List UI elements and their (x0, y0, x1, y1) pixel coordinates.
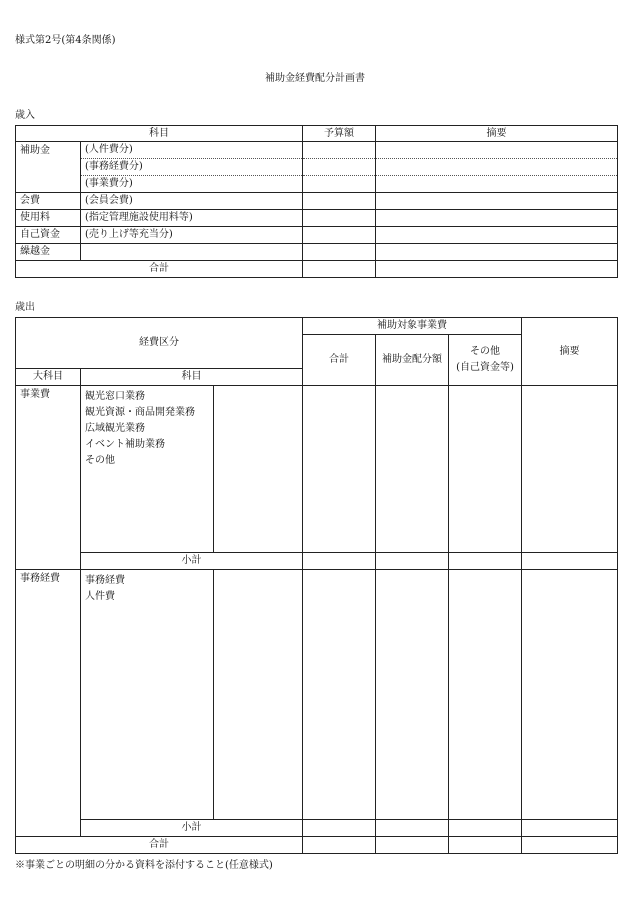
revenue-carryover-item[interactable] (81, 244, 303, 261)
expenditure-total-notes-cell[interactable] (522, 837, 618, 854)
business-subtotal-total-cell[interactable] (303, 553, 376, 570)
revenue-budget-cell[interactable] (303, 142, 376, 159)
business-item: 観光窓口業務 (85, 391, 145, 402)
admin-item: 人件費 (85, 591, 115, 602)
revenue-header-budget: 予算額 (303, 126, 376, 142)
expenditure-total-label: 合計 (16, 837, 303, 854)
revenue-usage-label: 使用料 (16, 210, 81, 227)
revenue-notes-cell[interactable] (376, 159, 618, 176)
revenue-budget-cell[interactable] (303, 244, 376, 261)
revenue-budget-cell[interactable] (303, 227, 376, 244)
expenditure-header-total: 合計 (303, 335, 376, 386)
expenditure-total-subsidy-cell[interactable] (376, 837, 449, 854)
admin-subsidy-cell[interactable] (376, 570, 449, 820)
business-category-label: 事業費 (16, 386, 81, 570)
revenue-heading: 歳入 (15, 110, 35, 121)
business-notes-cell[interactable] (522, 386, 618, 553)
revenue-own-funds-label: 自己資金 (16, 227, 81, 244)
revenue-usage-item: (指定管理施設使用料等) (81, 210, 303, 227)
revenue-subsidy-label: 補助金 (16, 142, 81, 193)
footnote: ※事業ごとの明細の分かる資料を添付すること(任意様式) (15, 860, 273, 871)
admin-other-cell[interactable] (449, 570, 522, 820)
admin-subtotal-label: 小計 (81, 820, 303, 837)
revenue-header-subject: 科目 (16, 126, 303, 142)
revenue-budget-cell[interactable] (303, 176, 376, 193)
revenue-membership-label: 会費 (16, 193, 81, 210)
admin-subtotal-notes-cell[interactable] (522, 820, 618, 837)
expenditure-header-major: 大科目 (16, 369, 81, 386)
expenditure-header-other (449, 335, 522, 386)
revenue-subsidy-item: (人件費分) (81, 142, 303, 159)
business-item: 観光資源・商品開発業務 (85, 407, 195, 418)
revenue-table (15, 125, 618, 278)
business-subsidy-cell[interactable] (376, 386, 449, 553)
revenue-budget-cell[interactable] (303, 159, 376, 176)
admin-subtotal-subsidy-cell[interactable] (376, 820, 449, 837)
revenue-notes-cell[interactable] (376, 227, 618, 244)
revenue-budget-cell[interactable] (303, 193, 376, 210)
expenditure-header-other-line1: その他 (470, 346, 501, 357)
business-item: その他 (85, 455, 115, 466)
business-other-cell[interactable] (449, 386, 522, 553)
admin-subtotal-total-cell[interactable] (303, 820, 376, 837)
expenditure-total-other-cell[interactable] (449, 837, 522, 854)
revenue-total-label: 合計 (16, 261, 303, 278)
business-subtotal-other-cell[interactable] (449, 553, 522, 570)
revenue-subsidy-item: (事業費分) (81, 176, 303, 193)
revenue-own-funds-item: (売り上げ等充当分) (81, 227, 303, 244)
expenditure-total-total-cell[interactable] (303, 837, 376, 854)
business-items (81, 386, 214, 553)
business-item: イベント補助業務 (85, 439, 165, 450)
revenue-notes-cell[interactable] (376, 176, 618, 193)
revenue-budget-cell[interactable] (303, 210, 376, 227)
revenue-membership-item: (会員会費) (81, 193, 303, 210)
business-subtotal-subsidy-cell[interactable] (376, 553, 449, 570)
revenue-subsidy-item: (事務経費分) (81, 159, 303, 176)
revenue-total-notes-cell[interactable] (376, 261, 618, 278)
business-subtotal-label: 小計 (81, 553, 303, 570)
revenue-notes-cell[interactable] (376, 244, 618, 261)
admin-notes-cell[interactable] (522, 570, 618, 820)
expenditure-table (15, 317, 618, 854)
business-detail-cell[interactable] (214, 386, 303, 553)
expenditure-header-subject: 科目 (81, 369, 303, 386)
admin-total-cell[interactable] (303, 570, 376, 820)
revenue-carryover-label: 繰越金 (16, 244, 81, 261)
business-total-cell[interactable] (303, 386, 376, 553)
admin-subtotal-other-cell[interactable] (449, 820, 522, 837)
revenue-notes-cell[interactable] (376, 210, 618, 227)
page-title: 補助金経費配分計画書 (265, 73, 365, 84)
expenditure-header-target-costs: 補助対象事業費 (303, 318, 522, 335)
admin-item: 事務経費 (85, 575, 125, 586)
expenditure-header-notes: 摘要 (522, 318, 618, 386)
admin-items (81, 570, 214, 820)
expenditure-header-other-line2: (自己資金等) (456, 362, 514, 373)
expenditure-heading: 歳出 (15, 302, 35, 313)
revenue-total-budget-cell[interactable] (303, 261, 376, 278)
revenue-notes-cell[interactable] (376, 142, 618, 159)
revenue-header-notes: 摘要 (376, 126, 618, 142)
admin-detail-cell[interactable] (214, 570, 303, 820)
business-subtotal-notes-cell[interactable] (522, 553, 618, 570)
form-number: 様式第2号(第4条関係) (15, 35, 116, 46)
revenue-notes-cell[interactable] (376, 193, 618, 210)
expenditure-header-category: 経費区分 (16, 318, 303, 369)
expenditure-header-subsidy-amount: 補助金配分額 (376, 335, 449, 386)
business-item: 広域観光業務 (85, 423, 145, 434)
admin-category-label: 事務経費 (16, 570, 81, 837)
